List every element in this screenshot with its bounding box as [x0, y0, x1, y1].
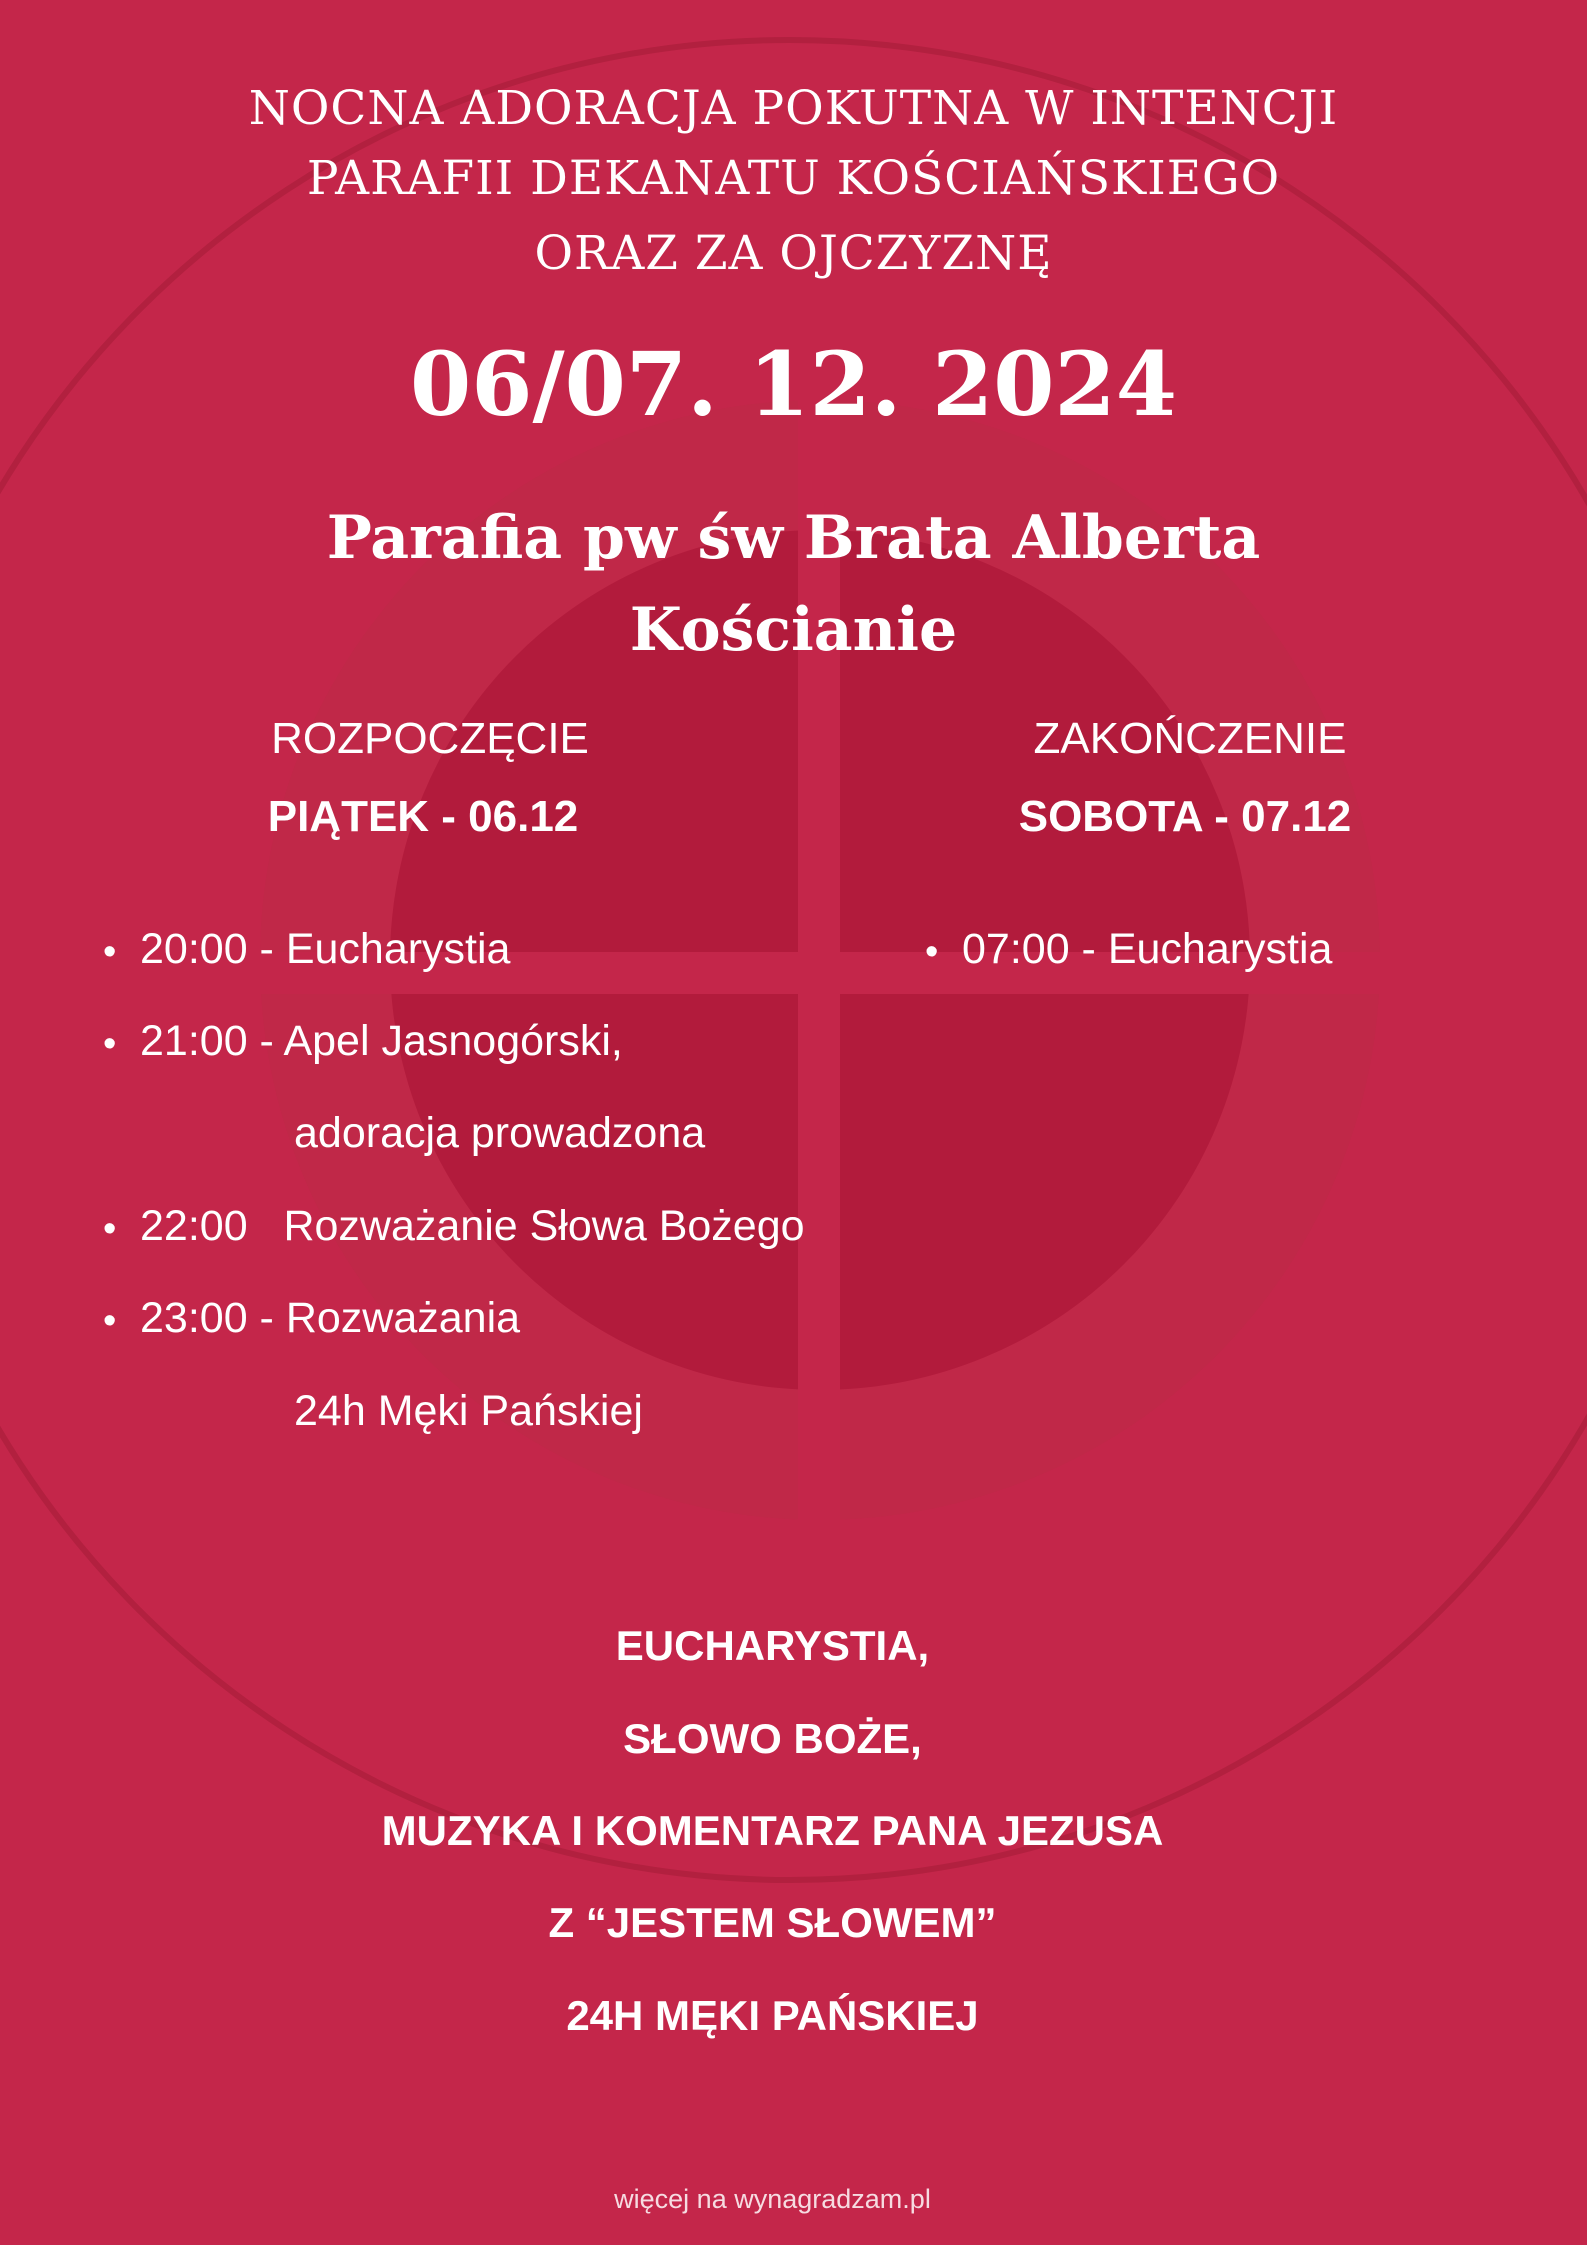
header-line-1: NOCNA ADORACJA POKUTNA W INTENCJI	[248, 81, 1339, 136]
end-item-1: 07:00 - Eucharystia	[962, 925, 1333, 973]
end-day: SOBOTA - 07.12	[1018, 792, 1352, 841]
theme-line-1: EUCHARYSTIA,	[615, 1622, 930, 1669]
parish-name-line-2: Kościanie	[629, 595, 958, 665]
start-item-4-continuation: 24h Męki Pańskiej	[294, 1387, 643, 1435]
start-item-4: 23:00 - Rozważania	[140, 1294, 521, 1342]
theme-line-4: Z “JESTEM SŁOWEM”	[548, 1899, 997, 1946]
start-item-3: 22:00 Rozważanie Słowa Bożego	[140, 1202, 805, 1250]
parish-name-line-1: Parafia pw św Brata Alberta	[326, 503, 1261, 573]
bullet-icon: •	[103, 1023, 117, 1065]
event-date: 06/07. 12. 2024	[410, 332, 1177, 436]
bullet-icon: •	[103, 1300, 117, 1342]
bullet-icon: •	[103, 931, 117, 973]
theme-line-2: SŁOWO BOŻE,	[623, 1715, 922, 1762]
header-line-3: ORAZ ZA OJCZYZNĘ	[534, 226, 1053, 281]
header-line-2: PARAFII DEKANATU KOŚCIAŃSKIEGO	[306, 151, 1281, 206]
bullet-icon: •	[925, 931, 939, 973]
start-item-2: 21:00 - Apel Jasnogórski,	[140, 1017, 623, 1065]
start-day: PIĄTEK - 06.12	[267, 792, 579, 841]
theme-line-5: 24H MĘKI PAŃSKIEJ	[566, 1992, 979, 2039]
theme-line-3: MUZYKA I KOMENTARZ PANA JEZUSA	[381, 1807, 1164, 1854]
start-item-2-continuation: adoracja prowadzona	[294, 1109, 706, 1157]
footer-website: więcej na wynagradzam.pl	[614, 2184, 931, 2214]
bullet-icon: •	[103, 1208, 117, 1250]
start-label: ROZPOCZĘCIE	[271, 714, 589, 763]
start-item-1: 20:00 - Eucharystia	[140, 925, 511, 973]
end-label: ZAKOŃCZENIE	[1033, 714, 1347, 763]
